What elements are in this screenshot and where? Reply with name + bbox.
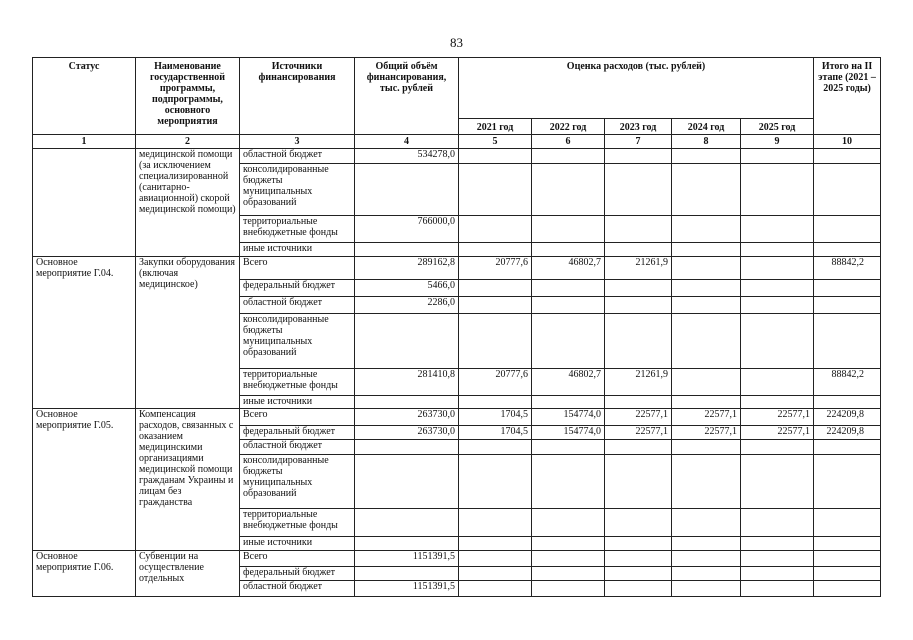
- amount-cell-y2025: [741, 369, 814, 396]
- amount-cell-y2023: [605, 396, 672, 409]
- amount-cell-y2025: 22577,1: [741, 426, 814, 440]
- amount-cell-stage-total: [814, 581, 881, 597]
- amount-cell-y2022: [532, 396, 605, 409]
- amount-cell-total: 534278,0: [355, 149, 459, 164]
- amount-cell-total: [355, 509, 459, 537]
- status-cell: [33, 149, 136, 257]
- amount-cell-y2024: [672, 455, 741, 509]
- amount-cell-stage-total: [814, 537, 881, 551]
- amount-cell-stage-total: [814, 149, 881, 164]
- amount-cell-total: [355, 537, 459, 551]
- header-year-2024: 2024 год: [672, 119, 741, 135]
- amount-cell-stage-total: [814, 455, 881, 509]
- funding-source-cell: Всего: [240, 551, 355, 567]
- amount-cell-y2025: [741, 581, 814, 597]
- amount-cell-y2021: [459, 149, 532, 164]
- amount-cell-y2025: [741, 164, 814, 216]
- amount-cell-y2022: [532, 581, 605, 597]
- amount-cell-y2023: [605, 509, 672, 537]
- table-row: [33, 257, 881, 280]
- amount-cell-y2024: [672, 551, 741, 567]
- amount-cell-y2023: [605, 440, 672, 455]
- amount-cell-stage-total: [814, 440, 881, 455]
- column-number: 8: [672, 135, 741, 149]
- amount-cell-stage-total: 88842,2: [814, 257, 881, 280]
- amount-cell-y2021: 20777,6: [459, 369, 532, 396]
- column-numbers-row: [33, 135, 881, 149]
- funding-source-cell: иные источники: [240, 243, 355, 257]
- amount-cell-total: [355, 243, 459, 257]
- amount-cell-y2024: [672, 149, 741, 164]
- amount-cell-y2024: [672, 280, 741, 297]
- amount-cell-y2021: [459, 440, 532, 455]
- amount-cell-y2024: [672, 164, 741, 216]
- amount-cell-y2025: [741, 551, 814, 567]
- header-stage-total: Итого на II этапе (2021 – 2025 годы): [814, 58, 881, 135]
- amount-cell-stage-total: 88842,2: [814, 369, 881, 396]
- amount-cell-y2023: [605, 297, 672, 314]
- amount-cell-y2023: 22577,1: [605, 409, 672, 426]
- funding-source-cell: федеральный бюджет: [240, 567, 355, 581]
- table-row: [33, 149, 881, 164]
- status-cell: Основное мероприятие Г.04.: [33, 257, 136, 409]
- amount-cell-y2024: [672, 396, 741, 409]
- amount-cell-total: 263730,0: [355, 426, 459, 440]
- amount-cell-total: 289162,8: [355, 257, 459, 280]
- amount-cell-y2021: 1704,5: [459, 426, 532, 440]
- header-status: Статус: [33, 58, 136, 135]
- amount-cell-y2023: [605, 551, 672, 567]
- amount-cell-y2021: [459, 537, 532, 551]
- amount-cell-y2022: 46802,7: [532, 257, 605, 280]
- amount-cell-total: [355, 396, 459, 409]
- program-name-cell: Компенсация расходов, связанных с оказанием медицинскими организациями медицинской помощи гражданам Украины и лицам без гражданства: [136, 409, 240, 551]
- amount-cell-y2024: [672, 509, 741, 537]
- column-number: 5: [459, 135, 532, 149]
- amount-cell-y2023: [605, 164, 672, 216]
- page-number: 83: [450, 35, 463, 50]
- amount-cell-y2025: [741, 149, 814, 164]
- amount-cell-y2023: [605, 280, 672, 297]
- amount-cell-y2022: [532, 314, 605, 369]
- amount-cell-stage-total: [814, 509, 881, 537]
- amount-cell-y2021: [459, 509, 532, 537]
- funding-source-cell: консолидированные бюджеты муниципальных образований: [240, 455, 355, 509]
- amount-cell-total: 281410,8: [355, 369, 459, 396]
- amount-cell-y2021: 1704,5: [459, 409, 532, 426]
- amount-cell-y2021: 20777,6: [459, 257, 532, 280]
- program-name-cell: Закупки оборудования (включая медицинское): [136, 257, 240, 409]
- amount-cell-y2025: [741, 314, 814, 369]
- column-number: 3: [240, 135, 355, 149]
- amount-cell-stage-total: [814, 280, 881, 297]
- amount-cell-y2023: 21261,9: [605, 257, 672, 280]
- amount-cell-stage-total: [814, 551, 881, 567]
- amount-cell-y2025: [741, 455, 814, 509]
- amount-cell-y2022: [532, 509, 605, 537]
- amount-cell-y2021: [459, 455, 532, 509]
- funding-source-cell: территориальные внебюджетные фонды: [240, 509, 355, 537]
- amount-cell-total: 1151391,5: [355, 551, 459, 567]
- amount-cell-y2025: 22577,1: [741, 409, 814, 426]
- header-year-2022: 2022 год: [532, 119, 605, 135]
- amount-cell-y2024: 22577,1: [672, 426, 741, 440]
- amount-cell-y2023: [605, 537, 672, 551]
- funding-source-cell: иные источники: [240, 396, 355, 409]
- amount-cell-stage-total: [814, 297, 881, 314]
- amount-cell-y2022: [532, 149, 605, 164]
- amount-cell-stage-total: [814, 164, 881, 216]
- amount-cell-y2023: 22577,1: [605, 426, 672, 440]
- amount-cell-y2023: [605, 314, 672, 369]
- funding-source-cell: иные источники: [240, 537, 355, 551]
- column-number: 2: [136, 135, 240, 149]
- table-row: [33, 409, 881, 426]
- amount-cell-y2024: [672, 297, 741, 314]
- funding-source-cell: Всего: [240, 257, 355, 280]
- funding-source-cell: областной бюджет: [240, 149, 355, 164]
- amount-cell-y2023: [605, 455, 672, 509]
- amount-cell-total: [355, 440, 459, 455]
- amount-cell-y2025: [741, 396, 814, 409]
- amount-cell-y2022: [532, 280, 605, 297]
- amount-cell-y2025: [741, 440, 814, 455]
- amount-cell-total: [355, 455, 459, 509]
- column-number: 10: [814, 135, 881, 149]
- table-body: [33, 149, 881, 597]
- funding-source-cell: федеральный бюджет: [240, 426, 355, 440]
- header-expense-estimate: Оценка расходов (тыс. рублей): [459, 58, 814, 119]
- amount-cell-y2024: [672, 314, 741, 369]
- amount-cell-y2022: [532, 537, 605, 551]
- amount-cell-y2021: [459, 216, 532, 243]
- amount-cell-y2022: [532, 243, 605, 257]
- amount-cell-y2024: [672, 537, 741, 551]
- amount-cell-y2025: [741, 567, 814, 581]
- amount-cell-stage-total: 224209,8: [814, 409, 881, 426]
- amount-cell-y2024: [672, 567, 741, 581]
- amount-cell-y2022: [532, 455, 605, 509]
- amount-cell-y2025: [741, 257, 814, 280]
- amount-cell-y2023: [605, 216, 672, 243]
- header-year-2021: 2021 год: [459, 119, 532, 135]
- column-number: 6: [532, 135, 605, 149]
- amount-cell-y2021: [459, 164, 532, 216]
- column-number: 4: [355, 135, 459, 149]
- amount-cell-y2021: [459, 314, 532, 369]
- header-program-name: Наименование государственной программы, подпрограммы, основного мероприятия: [136, 58, 240, 135]
- amount-cell-y2023: [605, 581, 672, 597]
- amount-cell-y2023: 21261,9: [605, 369, 672, 396]
- amount-cell-stage-total: [814, 396, 881, 409]
- amount-cell-y2025: [741, 509, 814, 537]
- amount-cell-y2022: 154774,0: [532, 426, 605, 440]
- header-sources: Источники финансирования: [240, 58, 355, 135]
- column-number: 9: [741, 135, 814, 149]
- amount-cell-y2025: [741, 216, 814, 243]
- amount-cell-y2021: [459, 243, 532, 257]
- amount-cell-y2021: [459, 581, 532, 597]
- amount-cell-y2024: 22577,1: [672, 409, 741, 426]
- amount-cell-total: [355, 314, 459, 369]
- amount-cell-y2022: [532, 551, 605, 567]
- status-cell: Основное мероприятие Г.05.: [33, 409, 136, 551]
- amount-cell-y2022: 154774,0: [532, 409, 605, 426]
- amount-cell-y2022: [532, 164, 605, 216]
- funding-source-cell: областной бюджет: [240, 297, 355, 314]
- amount-cell-y2024: [672, 369, 741, 396]
- amount-cell-y2024: [672, 440, 741, 455]
- program-name-cell: медицинской помощи (за исключением специализированной (санитарно-авиационной) скорой медицинской помощи): [136, 149, 240, 257]
- funding-source-cell: территориальные внебюджетные фонды: [240, 216, 355, 243]
- amount-cell-y2024: [672, 216, 741, 243]
- amount-cell-y2025: [741, 280, 814, 297]
- amount-cell-y2025: [741, 537, 814, 551]
- header-year-2025: 2025 год: [741, 119, 814, 135]
- amount-cell-y2021: [459, 567, 532, 581]
- budget-table: [32, 57, 881, 597]
- status-cell: Основное мероприятие Г.06.: [33, 551, 136, 597]
- amount-cell-y2023: [605, 149, 672, 164]
- column-number: 7: [605, 135, 672, 149]
- amount-cell-stage-total: [814, 243, 881, 257]
- header-year-2023: 2023 год: [605, 119, 672, 135]
- amount-cell-y2025: [741, 243, 814, 257]
- amount-cell-y2022: [532, 440, 605, 455]
- funding-source-cell: консолидированные бюджеты муниципальных образований: [240, 164, 355, 216]
- amount-cell-total: 2286,0: [355, 297, 459, 314]
- header-total-volume: Общий объём финансирования, тыс. рублей: [355, 58, 459, 135]
- amount-cell-y2025: [741, 297, 814, 314]
- funding-source-cell: областной бюджет: [240, 581, 355, 597]
- amount-cell-y2024: [672, 243, 741, 257]
- amount-cell-total: [355, 164, 459, 216]
- table-row: [33, 551, 881, 567]
- amount-cell-stage-total: [814, 567, 881, 581]
- funding-source-cell: Всего: [240, 409, 355, 426]
- funding-source-cell: областной бюджет: [240, 440, 355, 455]
- column-number: 1: [33, 135, 136, 149]
- funding-source-cell: консолидированные бюджеты муниципальных образований: [240, 314, 355, 369]
- amount-cell-y2023: [605, 567, 672, 581]
- amount-cell-y2022: [532, 567, 605, 581]
- funding-source-cell: территориальные внебюджетные фонды: [240, 369, 355, 396]
- amount-cell-total: 263730,0: [355, 409, 459, 426]
- amount-cell-total: 5466,0: [355, 280, 459, 297]
- amount-cell-y2022: [532, 216, 605, 243]
- amount-cell-stage-total: 224209,8: [814, 426, 881, 440]
- amount-cell-y2021: [459, 280, 532, 297]
- amount-cell-y2024: [672, 581, 741, 597]
- amount-cell-y2021: [459, 297, 532, 314]
- amount-cell-stage-total: [814, 314, 881, 369]
- amount-cell-y2021: [459, 396, 532, 409]
- amount-cell-y2024: [672, 257, 741, 280]
- amount-cell-stage-total: [814, 216, 881, 243]
- funding-source-cell: федеральный бюджет: [240, 280, 355, 297]
- amount-cell-y2022: [532, 297, 605, 314]
- amount-cell-y2021: [459, 551, 532, 567]
- amount-cell-total: 1151391,5: [355, 581, 459, 597]
- amount-cell-y2022: 46802,7: [532, 369, 605, 396]
- amount-cell-total: [355, 567, 459, 581]
- amount-cell-total: 766000,0: [355, 216, 459, 243]
- amount-cell-y2023: [605, 243, 672, 257]
- program-name-cell: Субвенции на осуществление отдельных: [136, 551, 240, 597]
